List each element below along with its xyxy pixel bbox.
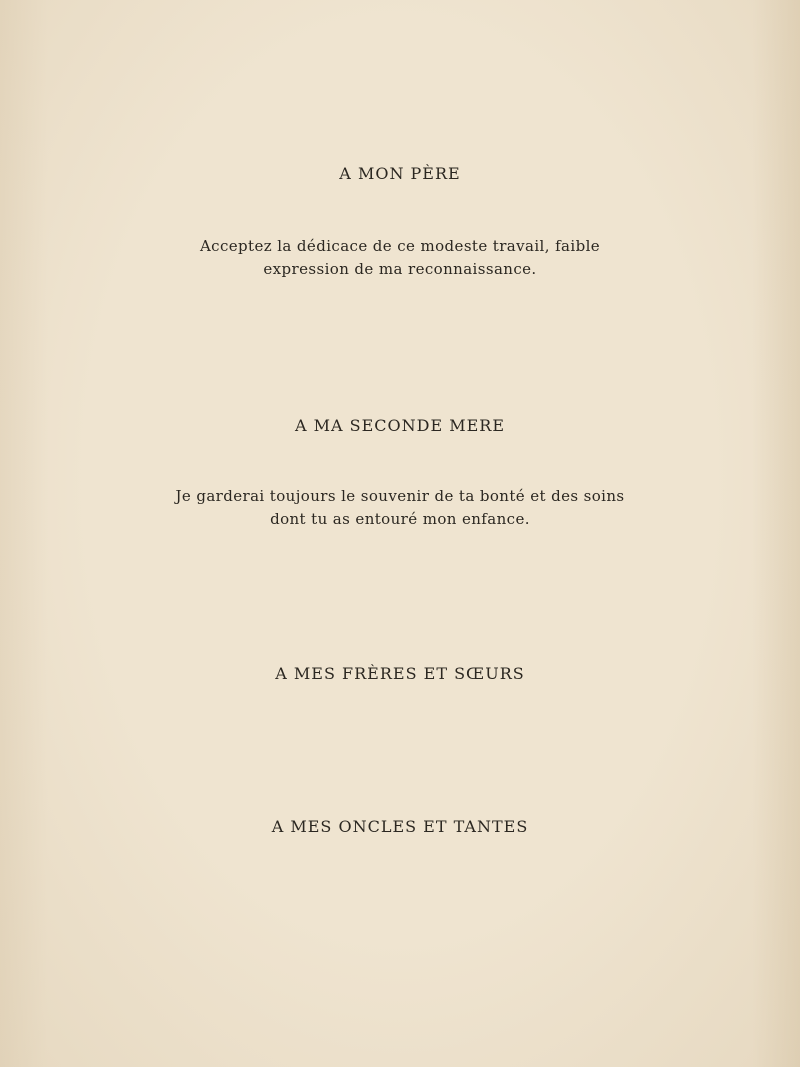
dedication-heading-siblings: A MES FRÈRES ET SŒURS bbox=[275, 664, 525, 683]
dedication-heading-uncles-aunts: A MES ONCLES ET TANTES bbox=[271, 817, 529, 836]
dedication-line: Acceptez la dédicace de ce modeste travail, faible bbox=[199, 237, 601, 255]
dedication-line: Je garderai toujours le souvenir de ta bonté et des soins bbox=[175, 487, 625, 505]
dedication-heading-father: A MON PÈRE bbox=[339, 164, 461, 183]
dedication-line: expression de ma reconnaissance. bbox=[263, 260, 537, 278]
dedication-text-father bbox=[0, 235, 800, 281]
dedication-heading-stepmother: A MA SECONDE MERE bbox=[294, 416, 506, 435]
dedication-line: dont tu as entouré mon enfance. bbox=[270, 510, 530, 528]
dedication-text-stepmother bbox=[0, 485, 800, 531]
